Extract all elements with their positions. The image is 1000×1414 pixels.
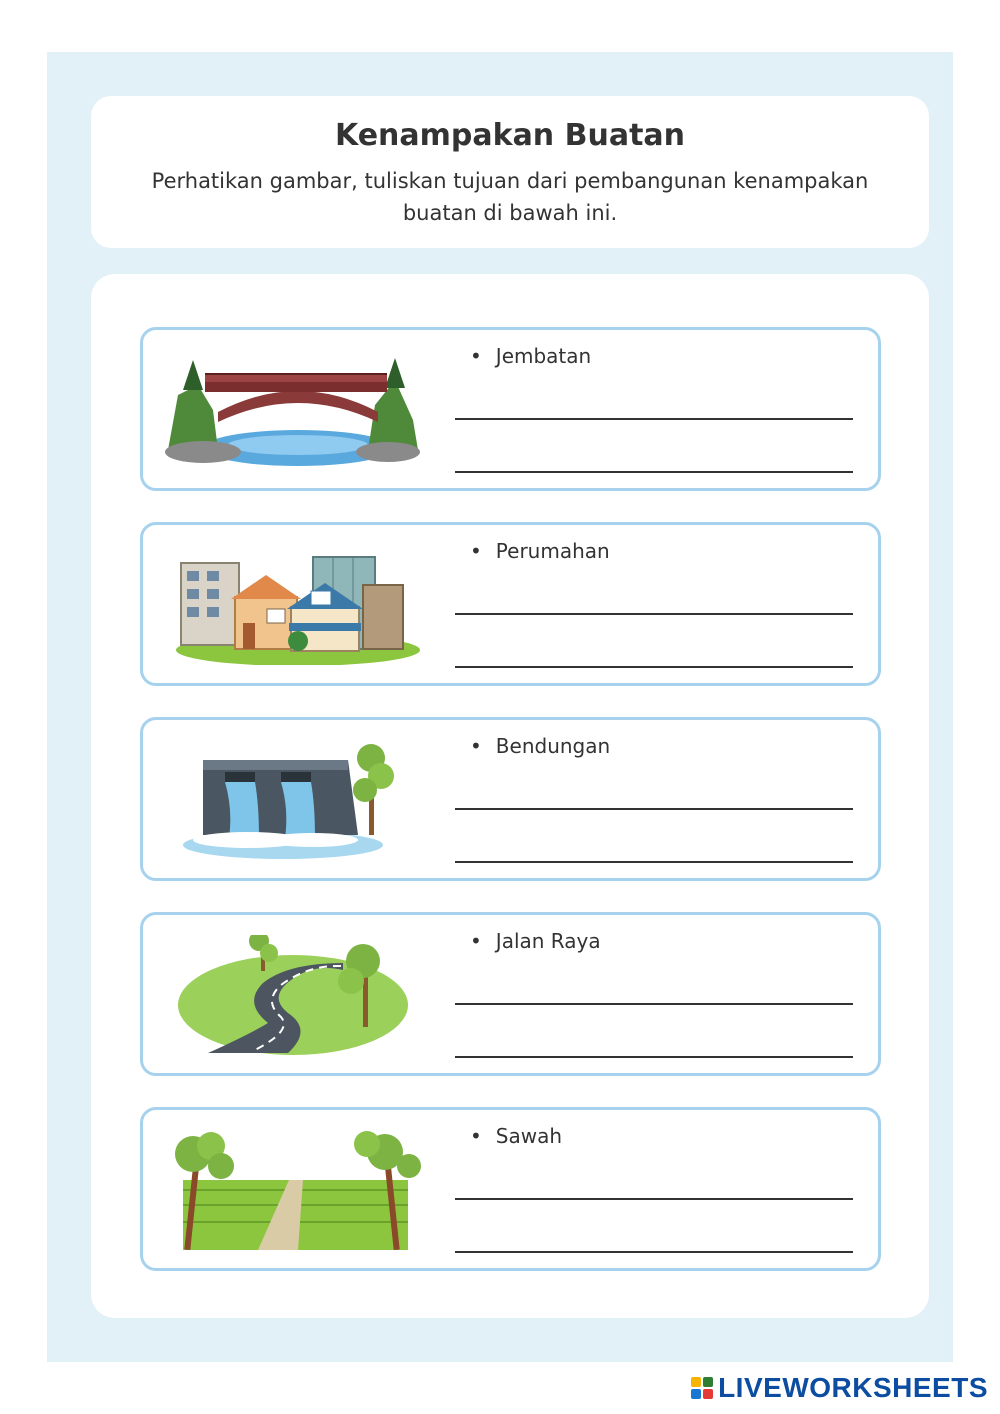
answer-line-1[interactable] (455, 808, 853, 810)
answer-line-2[interactable] (455, 1251, 853, 1253)
item-label-perumahan: • Perumahan (470, 539, 610, 563)
answer-line-2[interactable] (455, 471, 853, 473)
answer-line-2[interactable] (455, 861, 853, 863)
exercise-card (91, 274, 929, 1318)
item-bendungan (140, 717, 881, 881)
worksheet (47, 52, 953, 1362)
bridge-icon (163, 350, 423, 470)
liveworksheets-icon (691, 1377, 713, 1399)
housing-icon (163, 545, 423, 665)
item-label-jalan-raya: • Jalan Raya (470, 929, 601, 953)
item-label-jembatan: • Jembatan (470, 344, 591, 368)
item-label-bendungan: • Bendungan (470, 734, 610, 758)
rice-field-icon (163, 1130, 423, 1250)
item-jalan-raya (140, 912, 881, 1076)
logo-text: LIVEWORKSHEETS (718, 1372, 988, 1403)
answer-line-2[interactable] (455, 1056, 853, 1058)
item-sawah (140, 1107, 881, 1271)
answer-line-2[interactable] (455, 666, 853, 668)
answer-line-1[interactable] (455, 418, 853, 420)
liveworksheets-logo[interactable] (691, 1372, 988, 1404)
item-jembatan (140, 327, 881, 491)
header-card (91, 96, 929, 248)
road-icon (163, 935, 423, 1055)
answer-line-1[interactable] (455, 1198, 853, 1200)
instructions: Perhatikan gambar, tuliskan tujuan dari pembangunan kenampakan buatan di bawah ini. (151, 169, 869, 225)
page-title: Kenampakan Buatan (334, 118, 686, 153)
answer-line-1[interactable] (455, 1003, 853, 1005)
dam-icon (163, 740, 423, 860)
item-label-sawah: • Sawah (470, 1124, 562, 1148)
item-perumahan (140, 522, 881, 686)
answer-line-1[interactable] (455, 613, 853, 615)
